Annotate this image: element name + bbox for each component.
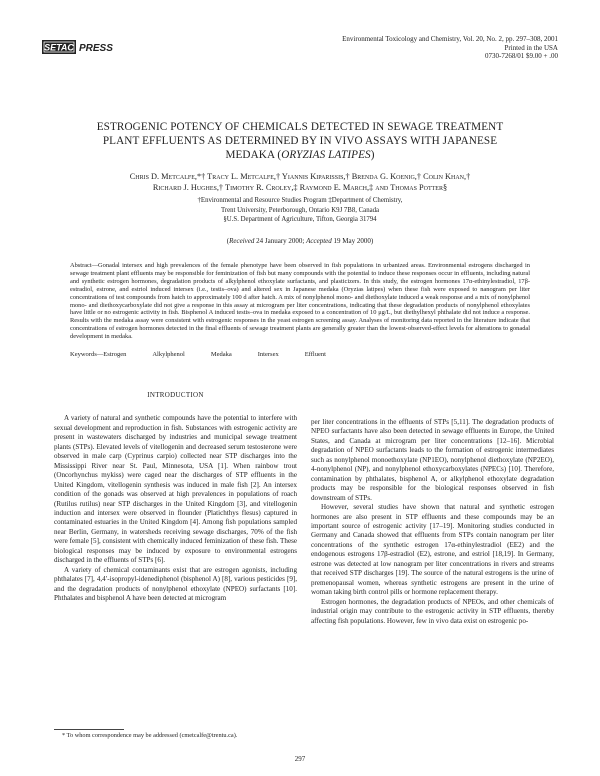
- paragraph: Estrogen hormones, the degradation products of NPEOs, and other chemicals of industrial origin may contribute to the estrogenic activity in STP effluents, thereby affecting fish populations. However, few in vivo data exist on estrogenic po-: [311, 597, 554, 625]
- title-line-1: ESTROGENIC POTENCY OF CHEMICALS DETECTED IN SEWAGE TREATMENT: [96, 121, 504, 133]
- footnote-divider: [54, 729, 124, 730]
- keyword: Medaka: [210, 351, 232, 358]
- journal-printed: Printed in the USA: [504, 43, 558, 52]
- footnote: * To whom correspondence may be addressed (cmetcalfe@trentu.ca).: [62, 732, 238, 739]
- keywords: [70, 351, 530, 358]
- journal-citation: Environmental Toxicology and Chemistry, Vol. 20, No. 2, pp. 297–308, 2001: [342, 35, 558, 43]
- author-list: [40, 171, 560, 194]
- journal-header: [322, 35, 558, 61]
- affiliation-line-3: §U.S. Department of Agriculture, Tifton, Georgia 31794: [223, 216, 377, 223]
- received-accepted-dates: (Received 24 January 2000; Accepted 19 May 2000): [226, 237, 374, 245]
- abstract: [70, 262, 530, 341]
- keyword: Alkylphenol: [152, 351, 185, 358]
- authors-line-2: Richard J. Hughes,† Timothy R. Croley,‡ Raymond E. March,‡ and Thomas Potter§: [152, 183, 448, 193]
- abstract-label: Abstract: [70, 262, 92, 269]
- keywords-label: Keywords: [70, 351, 97, 358]
- page-number: 297: [294, 755, 306, 763]
- logo-press-text: PRESS: [79, 43, 113, 54]
- authors-line-1: Chris D. Metcalfe,*† Tracy L. Metcalfe,† Yiannis Kiparissis,† Brenda G. Koenig,† Colin Khan,†: [129, 172, 471, 181]
- logo-setac-text: SETAC: [44, 42, 74, 53]
- keyword: Effluent: [304, 351, 326, 358]
- left-column: [54, 391, 297, 604]
- article-title: [40, 120, 560, 162]
- paragraph: However, several studies have shown that natural and synthetic estrogen hormones are also present in STP effluents and these compounds may be an important source of estrogenic activity [17–19]. Monitoring studies conducted in Germany and Canada showed that effluents from STPs contain nanogram per liter concentrations of the synthetic estrogen 17α-ethinylestradiol (EE2) and the endogenous estrogens 17β-estradiol (E2), estrone, and estriol [18,19]. In Germany, estrone was detected at low nanogram per liter concentrations in rivers and streams that received STP discharges [19]. The source of the natural estrogens is the urine of premenopausal women, whereas synthetic estrogens are present in the urine of woman taking birth control pills or hormone replacement therapy.: [311, 503, 554, 597]
- affiliation-line-1: †Environmental and Resource Studies Program ‡Department of Chemistry,: [197, 197, 403, 204]
- affiliation-line-2: Trent University, Peterborough, Ontario K9J 7B8, Canada: [220, 206, 380, 214]
- paragraph: A variety of chemical contaminants exist that are estrogen agonists, including phthalates [7], 4,4′-isopropyl-idenediphenol (bisphenol A) [8], various pesticides [9], and the degradation products of nonylphenol ethoxylate (NPEO) surfactants [10]. Phthalates and bisphenol A have been detected at microgram: [54, 565, 297, 603]
- abstract-text: —Gonadal intersex and high prevalences of the female phenotype have been observed in fish populations in urbanized areas. Environmental estrogens discharged in sewage treatment plant effluents may be responsible for feminization of fish but many compounds with the potential to induce these responses occur in effluents, including natural and synthetic estrogen hormones, degradation products of alkylphenol ethoxylate surfactants, and plasticizers. In this study, the estrogen hormones 17α-ethinylestradiol, 17β-estradiol, estrone, and estriol induced intersex (i.e., testis–ova) and altered sex in Japanese medaka (Oryzias latipes) when these fish were exposed to nanogram per liter concentrations of test compounds from hatch to approximately 100 d after hatch. A mix of nonylphenol mono- and diethoxylate induced a weak response and a mix of nonylphenol mono- and diethoxycarboxylate did not give a response in this assay at microgram per liter concentrations, indicating that these degradation products of nonylphenol ethoxylates have little or no estrogenic activity in fish. Bisphenol A induced testis–ova in medaka exposed to a concentration of 10 μg/L, but diethylhexyl phthalate did not induce a response. Results with the medaka assay were consistent with estrogenic responses in the yeast estrogen screening assay. Analyses of monitoring data reported in the literature indicate that concentrations of estrogen hormones detected in the final effluents of sewage treatment plants are generally greater than the lowest-observed-effect levels for alterations to gonadal development in medaka.: [70, 262, 530, 341]
- title-line-3: MEDAKA (ORYZIAS LATIPES): [225, 149, 375, 161]
- section-heading-introduction: INTRODUCTION: [147, 391, 204, 399]
- paragraph: A variety of natural and synthetic compounds have the potential to interfere with sexual development and reproduction in fish. Substances with estrogenic activity are present in wastewaters discharged by industries and municipal sewage treatment plants (STPs). Elevated levels of vitellogenin and decreased serum testosterone were observed in male carp (Cyprinus carpio) collected near STP discharges into the Mississippi River near St. Paul, Minnesota, USA [1]. When rainbow trout (Oncorhynchus mykiss) were caged near the discharges of STP effluents in the United Kingdom, vitellogenin synthesis was induced in male fish [2]. An intersex condition of the gonads was observed at high prevalences in populations of roach (Rutilus rutilus) near STP discharges in the United Kingdom [3], and vitellogenin induction and intersex were observed in flounder (Platichthys flesus) captured in contaminated estuaries in the United Kingdom [4]. Among fish populations sampled near Berlin, Germany, in watersheds receiving sewage discharges, 70% of the fish were female [5], consistent with chemically induced feminization of these fish. These biological responses may be induced by exposure to environmental estrogens discharged in the effluents of STPs [6].: [54, 414, 297, 565]
- keyword: —Estrogen: [96, 351, 127, 358]
- affiliations: [40, 196, 560, 225]
- title-line-2: PLANT EFFLUENTS AS DETERMINED BY IN VIVO ASSAYS WITH JAPANESE: [102, 135, 498, 147]
- right-column: [311, 418, 554, 626]
- paragraph: per liter concentrations in the effluents of STPs [5,11]. The degradation products of NPEO surfactants have also been detected in sewage effluents in Europe, the United States, and Canada at microgram per liter concentrations [12–16]. Microbial degradation of NPEO surfactants leads to the formation of estrogenic intermediates such as nonylphenol monoethoxylate (NP1EO), nonylphenol diethoxylate (NP2EO), 4-nonylphenol (NP), and nonylphenol ethoxycarboxylates (NPECs) [10]. Therefore, contamination by phthalates, bisphenol A, or alkylphenol ethoxylate degradation products may be responsible for the biological responses observed in fish downstream of STPs.: [311, 418, 554, 502]
- keyword: Intersex: [257, 351, 279, 358]
- setac-press-logo: [42, 40, 120, 54]
- journal-issn: 0730-7268/01 $9.00 + .00: [485, 52, 558, 61]
